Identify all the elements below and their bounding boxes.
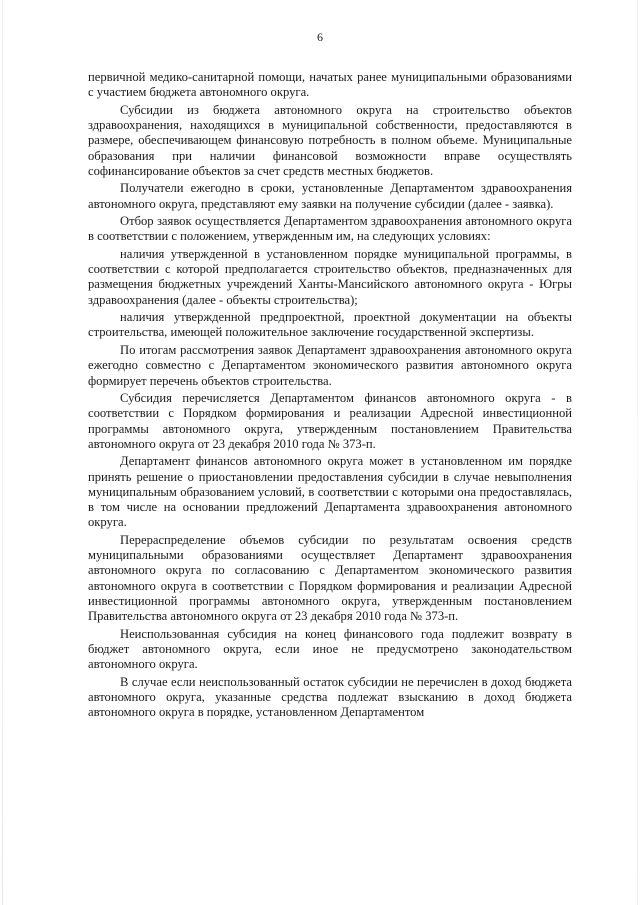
paragraph: наличия утвержденной предпроектной, проектной документации на объекты строительства, имеющей положительное заключение государственной экспертизы. [88, 310, 572, 340]
paragraph: Субсидии из бюджета автономного округа на строительство объектов здравоохранения, находящихся в муниципальной собственности, предоставляются в размере, обеспечивающем финансовую потребность в полном объеме. Муниципальные образования при наличии финансовой возможности вправе осуществлять софинансирование объектов за счет средств местных бюджетов. [88, 102, 572, 178]
page-number: 6 [317, 30, 323, 44]
paragraph: Неиспользованная субсидия на конец финансового года подлежит возврату в бюджет автономного округа, если иное не предусмотрено законодательством автономного округа. [88, 626, 572, 672]
paragraph: Перераспределение объемов субсидии по результатам освоения средств муниципальными образованиями осуществляет Департамент здравоохранения автономного округа по согласованию с Департаментом экономического развития автономного округа в соответствии с Порядком формирования и реализации Адресной инвестиционной программы автономного округа, утвержденным постановлением Правительства автономного округа от 23 декабря 2010 года № 373-п. [88, 532, 572, 624]
paragraph-continued: первичной медико-санитарной помощи, начатых ранее муниципальными образованиями с участием бюджета автономного округа. [88, 70, 572, 100]
document-body [88, 70, 572, 723]
paragraph: наличия утвержденной в установленном порядке муниципальной программы, в соответствии с которой предполагается строительство объектов, предназначенных для размещения бюджетных учреждений Ханты-Мансийского автономного округа - Югры здравоохранения (далее - объекты строительства); [88, 246, 572, 307]
paragraph: Субсидия перечисляется Департаментом финансов автономного округа - в соответствии с Порядком формирования и реализации Адресной инвестиционной программы автономного округа, утвержденным постановлением Правительства автономного округа от 23 декабря 2010 года № 373-п. [88, 391, 572, 451]
paragraph: Отбор заявок осуществляется Департаментом здравоохранения автономного округа в соответствии с положением, утвержденным им, на следующих условиях: [88, 214, 572, 244]
paragraph: По итогам рассмотрения заявок Департамент здравоохранения автономного округа ежегодно совместно с Департаментом экономического развития автономного округа формирует перечень объектов строительства. [88, 343, 572, 388]
scan-edge-right [637, 0, 638, 905]
paragraph: В случае если неиспользованный остаток субсидии не перечислен в доход бюджета автономного округа, указанные средства подлежат взысканию в доход бюджета автономного округа в порядке, установленном Департаментом [88, 674, 572, 720]
scan-edge-left [2, 0, 3, 905]
paragraph: Департамент финансов автономного округа может в установленном им порядке принять решение о приостановлении предоставления субсидии в случае невыполнения муниципальным образованием условий, в соответствии с которыми она предоставлялась, в том числе на основании предложений Департамента здравоохранения автономного округа. [88, 454, 572, 530]
paragraph: Получатели ежегодно в сроки, установленные Департаментом здравоохранения автономного округа, представляют ему заявки на получение субсидии (далее - заявка). [88, 181, 572, 211]
